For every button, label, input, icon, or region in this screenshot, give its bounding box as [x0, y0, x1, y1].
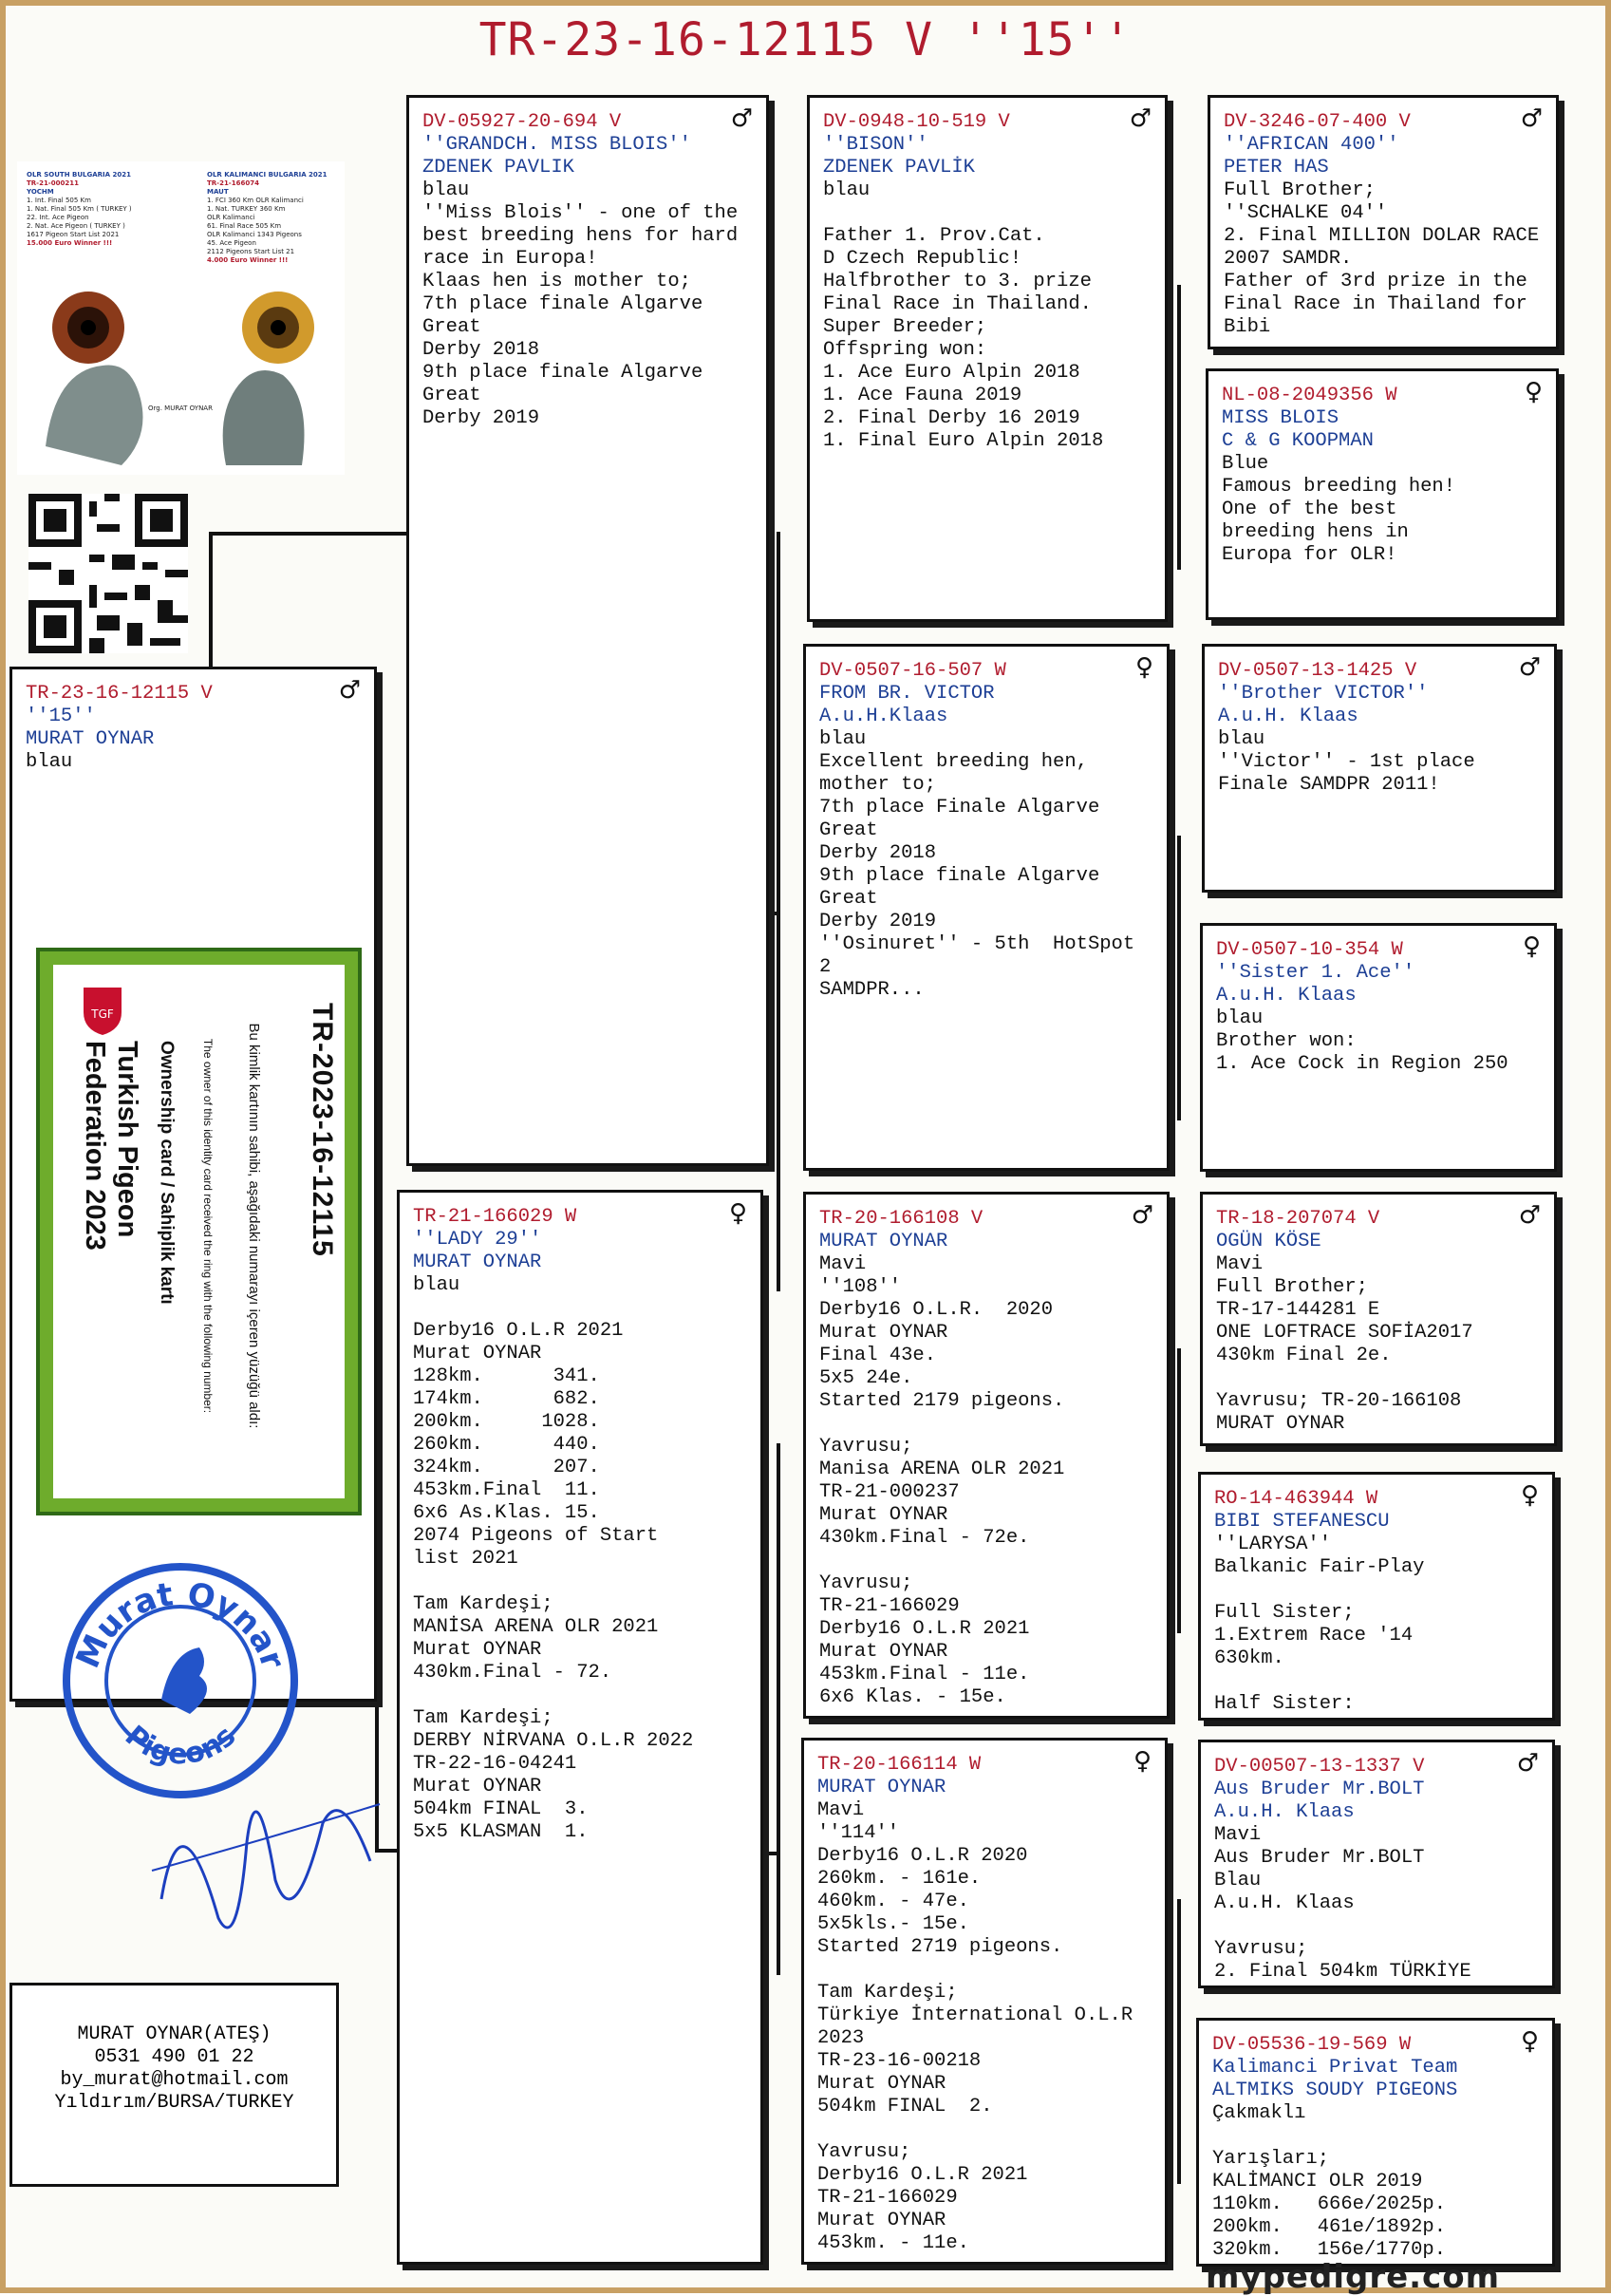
- poster-right-line: 1. Nat. TURKEY 360 Km: [207, 205, 286, 213]
- ring-number: TR-21-166029 W: [413, 1206, 577, 1228]
- note-line: D Czech Republic!: [823, 248, 1022, 270]
- poster-org: Org. MURAT OYNAR: [148, 405, 213, 412]
- note-line: Full Brother;: [1216, 1276, 1368, 1298]
- contact-name: MURAT OYNAR(ATEŞ): [77, 2023, 272, 2045]
- breeder: OGÜN KÖSE: [1216, 1231, 1321, 1252]
- federation-logo: [74, 980, 131, 1037]
- pigeon-color: blau: [819, 728, 867, 750]
- note-line: race in Europa!: [422, 248, 598, 270]
- note-line: 453km. - 11e.: [817, 2232, 969, 2254]
- pigeon-name: MISS BLOIS: [1222, 407, 1339, 429]
- breeder: MURAT OYNAR: [413, 1252, 542, 1273]
- poster-left-line: 15.000 Euro Winner !!!: [27, 239, 113, 247]
- note-line: KALİMANCI OLR 2019: [1212, 2171, 1423, 2192]
- ring-number: DV-05927-20-694 V: [422, 111, 622, 133]
- note-line: ONE LOFTRACE SOFİA2017: [1216, 1322, 1473, 1344]
- pigeon-color: Mavi: [819, 1253, 867, 1275]
- note-line: Murat OYNAR: [819, 1504, 948, 1526]
- note-line: TR-22-16-04241: [413, 1753, 577, 1775]
- note-line: Tam Kardeşi;: [817, 1982, 958, 2004]
- note-line: 1. Ace Cock in Region 250: [1216, 1053, 1508, 1075]
- breeder: ZDENEK PAVLIK: [422, 157, 574, 179]
- note-line: TR-21-000237: [819, 1481, 960, 1503]
- card-en-text: The owner of this identity card received the ring with the following number:: [201, 1038, 215, 1414]
- pigeon-mmm: [1196, 2018, 1555, 2267]
- pigeon-mfm: [1198, 1472, 1555, 1721]
- ring-number: TR-18-207074 V: [1216, 1208, 1380, 1230]
- note-line: [1216, 1367, 1543, 1390]
- pigeon-color: blau: [823, 179, 871, 201]
- pigeon-notes: [1224, 179, 1545, 339]
- breeder: PETER HAS: [1224, 157, 1329, 179]
- note-line: Father 1. Prov.Cat.: [823, 225, 1045, 247]
- pigeon-color: Blue: [1222, 453, 1269, 475]
- pigeon-name: BIBI STEFANESCU: [1214, 1511, 1390, 1533]
- note-line: Murat OYNAR: [817, 2073, 946, 2095]
- pigeon-color: Mavi: [1216, 1253, 1264, 1275]
- note-line: 430km Final 2e.: [1216, 1345, 1392, 1366]
- pigeon-color: Mavi: [817, 1799, 865, 1821]
- card-ring-number: TR-2023-16-12115: [307, 1003, 338, 1257]
- pigeon-color: blau: [413, 1274, 460, 1296]
- note-line: 320km. 156e/1770p.: [1212, 2239, 1447, 2261]
- pigeon-name: Aus Bruder Mr.BOLT: [1214, 1778, 1425, 1800]
- pigeon-name: ''Sister 1. Ace'': [1216, 962, 1415, 984]
- note-line: Yavrusu; TR-20-166108: [1216, 1390, 1462, 1412]
- pigeon-color: Mavi: [1214, 1824, 1262, 1846]
- connector: [209, 532, 213, 674]
- note-line: [413, 1571, 749, 1593]
- poster-right-line: 2112 Pigeons Start List 21: [207, 248, 295, 255]
- pigeon-name: ''LADY 29'': [413, 1229, 542, 1251]
- note-line: 260km. 440.: [413, 1434, 600, 1456]
- note-line: [819, 1413, 1155, 1436]
- pigeon-notes: [823, 202, 1153, 453]
- pigeon-name: ''15'': [26, 706, 96, 727]
- poster-left-ring: TR-21-000211: [27, 179, 79, 187]
- note-line: breeding hens in: [1222, 521, 1409, 543]
- pigeon-mff: [1200, 1192, 1557, 1446]
- note-line: Derby16 O.L.R 2021: [817, 2164, 1028, 2186]
- note-line: DERBY NİRVANA O.L.R 2022: [413, 1730, 694, 1752]
- note-line: Türkiye İnternational O.L.R: [817, 2004, 1133, 2026]
- note-line: 9th place finale Algarve Great: [422, 362, 715, 406]
- poster-left-line: 22. Int. Ace Pigeon: [27, 214, 89, 221]
- poster-right-ring: TR-21-166074: [207, 179, 259, 187]
- note-line: Murat OYNAR: [413, 1776, 542, 1797]
- note-line: ''Miss Blois'' - one of the: [422, 202, 739, 224]
- ring-number: TR-20-166114 W: [817, 1754, 982, 1776]
- pigeon-mother: [397, 1190, 763, 2265]
- pigeon-notes: [819, 1276, 1155, 1709]
- note-line: Father of 3rd prize in the: [1224, 271, 1527, 292]
- note-line: TR-21-166029: [819, 1595, 960, 1617]
- note-line: 174km. 682.: [413, 1388, 600, 1410]
- pedigree-title: TR-23-16-12115 V ''15'': [478, 13, 1133, 66]
- breeder: ALTMIKS SOUDY PIGEONS: [1212, 2080, 1458, 2101]
- note-line: Famous breeding hen!: [1222, 476, 1456, 498]
- male-icon: ♂: [1520, 104, 1543, 133]
- note-line: TR-17-144281 E: [1216, 1299, 1380, 1321]
- note-line: Brother won:: [1216, 1030, 1357, 1052]
- note-line: Yavrusu;: [819, 1572, 913, 1594]
- note-line: [1214, 1670, 1541, 1693]
- note-line: mother to;: [819, 774, 937, 796]
- note-line: MURAT OYNAR: [1216, 1413, 1345, 1435]
- note-line: 9th place finale Algarve Great: [819, 865, 1112, 910]
- pigeon-ffm: [1206, 368, 1559, 620]
- ring-number: RO-14-463944 W: [1214, 1488, 1378, 1510]
- pigeon-mother-father: [803, 1192, 1170, 1719]
- connector: [209, 532, 408, 536]
- pigeon-name: FROM BR. VICTOR: [819, 683, 995, 705]
- stamp-text-bottom: Pigeons: [118, 1719, 243, 1772]
- race-poster: [17, 161, 345, 475]
- note-line: Derby 2018: [819, 842, 937, 864]
- note-line: 2007 SAMDR.: [1224, 248, 1353, 270]
- note-line: 1. Final Euro Alpin 2018: [823, 430, 1104, 452]
- note-line: MANİSA ARENA OLR 2021: [413, 1616, 659, 1638]
- male-icon: ♂: [1129, 104, 1152, 133]
- note-line: Yavrusu;: [817, 2141, 911, 2163]
- note-line: Murat OYNAR: [819, 1641, 948, 1663]
- note-line: 260km. - 161e.: [817, 1868, 982, 1890]
- note-line: Full Brother;: [1224, 179, 1376, 201]
- note-line: 504km FINAL 3.: [413, 1798, 589, 1820]
- contact-email: by_murat@hotmail.com: [60, 2069, 289, 2091]
- poster-right-line: 1. FCI 360 Km OLR Kalimanci: [207, 197, 304, 204]
- note-line: Bibi: [1224, 316, 1271, 338]
- poster-left-line: 2. Nat. Ace Pigeon ( TURKEY ): [27, 222, 125, 230]
- pigeon-notes: [1212, 2125, 1541, 2262]
- pigeon-name: ''GRANDCH. MISS BLOIS'': [422, 134, 691, 156]
- note-line: Derby16 O.L.R 2021: [819, 1618, 1030, 1640]
- pigeon-father-father: [807, 95, 1168, 622]
- note-line: 128km. 341.: [413, 1365, 600, 1387]
- poster-left-label: YOCHM: [27, 188, 54, 196]
- note-line: ''LARYSA'': [1214, 1534, 1332, 1555]
- note-line: ''Victor'' - 1st place: [1218, 751, 1475, 773]
- connector: [1177, 836, 1181, 1120]
- note-line: 1. Ace Fauna 2019: [823, 385, 1022, 406]
- poster-left-header: OLR SOUTH BULGARIA 2021: [27, 171, 131, 179]
- federation-line2: Federation 2023: [80, 1041, 110, 1251]
- ring-number: DV-05536-19-569 W: [1212, 2034, 1412, 2056]
- note-line: Derby16 O.L.R 2020: [817, 1845, 1028, 1867]
- ring-number: TR-23-16-12115 V: [26, 683, 213, 705]
- note-line: SAMDPR...: [819, 979, 925, 1001]
- note-line: Halfbrother to 3. prize: [823, 271, 1092, 292]
- note-line: Offspring won:: [823, 339, 987, 361]
- note-line: A.u.H. Klaas: [1214, 1892, 1355, 1914]
- note-line: 2023: [817, 2027, 865, 2049]
- note-line: Tam Kardeşi;: [413, 1707, 553, 1729]
- pigeon-color: blau: [1218, 728, 1265, 750]
- footer-brand: mypedigre.com: [1206, 2258, 1501, 2296]
- pigeon-notes: [1216, 1030, 1543, 1076]
- male-icon: ♂: [1518, 1201, 1541, 1230]
- note-line: ''108'': [819, 1276, 902, 1298]
- breeder: A.u.H. Klaas: [1216, 985, 1357, 1007]
- poster-right-line: OLR Kalimanci: [207, 214, 255, 221]
- note-line: 2074 Pigeons of Start: [413, 1525, 659, 1547]
- male-icon: ♂: [1516, 1749, 1539, 1778]
- ownership-card: [36, 948, 362, 1515]
- breeder: MURAT OYNAR: [817, 1777, 946, 1798]
- ring-number: TR-20-166108 V: [819, 1208, 983, 1230]
- note-line: Half Sister:: [1214, 1693, 1355, 1715]
- note-line: 504km FINAL 2.: [817, 2096, 993, 2117]
- note-line: Murat OYNAR: [817, 2210, 946, 2231]
- ring-number: DV-0948-10-519 V: [823, 111, 1010, 133]
- connector: [777, 532, 780, 912]
- note-line: [1214, 1579, 1541, 1602]
- breeder: MURAT OYNAR: [819, 1231, 948, 1252]
- note-line: ''SCHALKE 04'': [1224, 202, 1388, 224]
- poster-right-line: OLR Kalimanci 1343 Pigeons: [207, 231, 302, 238]
- note-line: Final Race in Thailand for: [1224, 293, 1527, 315]
- pigeon-color: Çakmaklı: [1212, 2102, 1306, 2124]
- pigeon-notes: [422, 202, 755, 430]
- note-line: 453km.Final - 11e.: [819, 1664, 1030, 1685]
- poster-right-label: MAUT: [207, 188, 229, 196]
- note-line: ''Osinuret'' - 5th HotSpot 2: [819, 933, 1147, 978]
- note-line: ''114'': [817, 1822, 900, 1844]
- card-body: [53, 965, 345, 1498]
- male-icon: ♂: [730, 104, 753, 133]
- note-line: list 2021: [413, 1548, 518, 1570]
- note-line: Started 2719 pigeons.: [817, 1936, 1063, 1958]
- female-icon: ♀: [1524, 378, 1543, 406]
- qr-code: [28, 494, 188, 653]
- pigeon-notes: [1216, 1276, 1543, 1436]
- poster-left-line: 1. Int. Final 505 Km: [27, 197, 91, 204]
- poster-right-line: 45. Ace Pigeon: [207, 239, 256, 247]
- contact-box: [9, 1983, 339, 2187]
- pigeon-fmf: [1202, 644, 1557, 893]
- note-line: Full Sister;: [1214, 1602, 1355, 1624]
- note-line: Klaas hen is mother to;: [422, 271, 691, 292]
- pigeon-fff: [1208, 95, 1559, 349]
- pigeon-color: blau: [422, 179, 470, 201]
- note-line: One of the best: [1222, 499, 1397, 520]
- breeder: ZDENEK PAVLİK: [823, 157, 975, 179]
- note-line: 6x6 Klas. - 15e.: [819, 1686, 1006, 1708]
- poster-left-line: 1617 Pigeon Start List 2021: [27, 231, 120, 238]
- note-line: Europa for OLR!: [1222, 544, 1397, 566]
- note-line: Murat OYNAR: [413, 1343, 542, 1364]
- note-line: Final Race in Thailand.: [823, 293, 1092, 315]
- pigeon-notes: [413, 1297, 749, 1844]
- female-icon: ♀: [1134, 653, 1153, 682]
- pigeon-color: blau: [26, 751, 73, 773]
- male-icon: ♂: [1131, 1201, 1153, 1230]
- pigeon-name: Kalimanci Privat Team: [1212, 2057, 1458, 2079]
- pigeon-illustration: [17, 161, 345, 475]
- female-icon: ♀: [1520, 2027, 1539, 2056]
- note-line: 1.Extrem Race '14: [1214, 1625, 1414, 1647]
- note-line: Derby 2019: [422, 407, 540, 429]
- pigeon-name: ''AFRICAN 400'': [1224, 134, 1399, 156]
- note-line: 460km. - 47e.: [817, 1891, 969, 1912]
- male-icon: ♂: [1518, 653, 1541, 682]
- pigeon-name: ''BISON'': [823, 134, 928, 156]
- connector: [1177, 285, 1181, 570]
- contact-phone: 0531 490 01 22: [94, 2046, 254, 2068]
- female-icon: ♀: [728, 1199, 747, 1228]
- male-icon: ♂: [338, 676, 361, 705]
- ring-number: DV-0507-13-1425 V: [1218, 660, 1417, 682]
- pigeon-notes: [1222, 476, 1545, 567]
- note-line: Murat OYNAR: [819, 1322, 948, 1344]
- breeder: MURAT OYNAR: [26, 728, 155, 750]
- note-line: 200km. 1028.: [413, 1411, 600, 1433]
- poster-left-line: 1. Nat. Final 505 Km ( TURKEY ): [27, 205, 132, 213]
- note-line: 200km. 461e/1892p.: [1212, 2216, 1447, 2238]
- note-line: 5x5kls.- 15e.: [817, 1913, 969, 1935]
- note-line: 324km. 207.: [413, 1457, 600, 1478]
- ring-number: DV-3246-07-400 V: [1224, 111, 1411, 133]
- note-line: [1214, 1915, 1541, 1938]
- note-line: 6x6 As.Klas. 15.: [413, 1502, 600, 1524]
- pigeon-color: blau: [1216, 1007, 1264, 1029]
- note-line: Blau: [1214, 1870, 1262, 1891]
- female-icon: ♀: [1520, 1481, 1539, 1510]
- note-line: Murat OYNAR: [413, 1639, 542, 1661]
- connector: [1177, 1348, 1181, 1633]
- card-title: Ownership card / Sahiplik kartı: [157, 1041, 177, 1305]
- note-line: best breeding hens for hard: [422, 225, 739, 247]
- breeder: A.u.H.Klaas: [819, 706, 948, 727]
- note-line: Super Breeder;: [823, 316, 987, 338]
- note-line: 5x5 24e.: [819, 1367, 913, 1389]
- poster-right-line: 61. Final Race 505 Km: [207, 222, 282, 230]
- pigeon-fmm: [1200, 923, 1557, 1172]
- female-icon: ♀: [1133, 1747, 1152, 1776]
- pigeon-mother-mother: [801, 1738, 1168, 2265]
- note-line: 7th place Finale Algarve Great: [819, 797, 1112, 841]
- ring-number: DV-0507-10-354 W: [1216, 939, 1403, 961]
- note-line: [819, 1550, 1155, 1572]
- federation-line1: Turkish Pigeon: [112, 1041, 142, 1238]
- pigeon-mmf: [1198, 1740, 1555, 1988]
- note-line: 1. Ace Euro Alpin 2018: [823, 362, 1080, 384]
- note-line: Aus Bruder Mr.BOLT: [1214, 1847, 1425, 1869]
- note-line: Excellent breeding hen,: [819, 751, 1088, 773]
- poster-right-line: 4.000 Euro Winner !!!: [207, 256, 289, 264]
- note-line: Balkanic Fair-Play: [1214, 1556, 1425, 1578]
- note-line: 2. Final Derby 16 2019: [823, 407, 1080, 429]
- note-line: [823, 202, 1153, 225]
- female-icon: ♀: [1522, 932, 1541, 961]
- note-line: Manisa ARENA OLR 2021: [819, 1459, 1065, 1480]
- note-line: 430km.Final - 72.: [413, 1662, 612, 1684]
- note-line: [817, 2118, 1153, 2141]
- pigeon-notes: [1214, 1534, 1541, 1716]
- ring-number: DV-0507-16-507 W: [819, 660, 1006, 682]
- connector: [777, 1443, 780, 1975]
- ring-number: NL-08-2049356 W: [1222, 385, 1397, 406]
- note-line: Derby16 O.L.R. 2020: [819, 1299, 1054, 1321]
- breeder: A.u.H. Klaas: [1214, 1801, 1355, 1823]
- pigeon-notes: [817, 1822, 1153, 2255]
- pigeon-notes: [1214, 1847, 1541, 1984]
- note-line: 7th place finale Algarve Great: [422, 293, 715, 338]
- contact-location: Yıldırım/BURSA/TURKEY: [54, 2092, 294, 2114]
- note-line: 2. Final MILLION DOLAR RACE: [1224, 225, 1540, 247]
- poster-right-header: OLR KALIMANCI BULGARIA 2021: [207, 171, 328, 179]
- note-line: Finale SAMDPR 2011!: [1218, 774, 1440, 796]
- note-line: Yavrusu;: [819, 1436, 913, 1458]
- svg-text:TGF: TGF: [91, 1007, 114, 1021]
- note-line: [817, 1959, 1153, 1982]
- note-line: [413, 1684, 749, 1707]
- card-tr-text: Bu kimlik kartının sahibi, aşağıdaki numarayı içeren yüzüğü aldı:: [246, 1023, 262, 1429]
- note-line: Yavrusu;: [1214, 1938, 1308, 1960]
- ring-number: DV-00507-13-1337 V: [1214, 1756, 1425, 1778]
- connector: [777, 912, 780, 1291]
- note-line: 453km.Final 11.: [413, 1479, 600, 1501]
- note-line: 2. Final 504km TÜRKİYE: [1214, 1961, 1471, 1983]
- note-line: 5x5 KLASMAN 1.: [413, 1821, 589, 1843]
- card-text: [80, 965, 376, 1498]
- pigeon-notes: [1218, 751, 1543, 797]
- note-line: Yarışları;: [1212, 2148, 1330, 2170]
- dove-icon: [161, 1647, 207, 1714]
- note-line: Derby16 O.L.R 2021: [413, 1320, 624, 1342]
- connector: [1177, 1899, 1181, 2184]
- note-line: 110km. 666e/2025p.: [1212, 2193, 1447, 2215]
- federation-name: [79, 1041, 143, 1251]
- note-line: Final 43e.: [819, 1345, 937, 1366]
- note-line: [413, 1297, 749, 1320]
- note-line: [1212, 2125, 1541, 2148]
- pigeon-father: [406, 95, 769, 1166]
- breeder: C & G KOOPMAN: [1222, 430, 1374, 452]
- signature: [142, 1728, 389, 1956]
- note-line: Started 2179 pigeons.: [819, 1390, 1065, 1412]
- note-line: 630km.: [1214, 1647, 1284, 1669]
- breeder: A.u.H. Klaas: [1218, 706, 1358, 727]
- note-line: TR-23-16-00218: [817, 2050, 982, 2072]
- note-line: Derby 2018: [422, 339, 540, 361]
- note-line: Tam Kardeşi;: [413, 1593, 553, 1615]
- stamp-text-top: Murat Oynar: [68, 1574, 292, 1674]
- pigeon-name: ''Brother VICTOR'': [1218, 683, 1429, 705]
- note-line: TR-21-166029: [817, 2187, 958, 2209]
- pigeon-notes: [819, 751, 1155, 1002]
- note-line: Derby 2019: [819, 911, 937, 932]
- pigeon-father-mother: [803, 644, 1170, 1171]
- note-line: 430km.Final - 72e.: [819, 1527, 1030, 1549]
